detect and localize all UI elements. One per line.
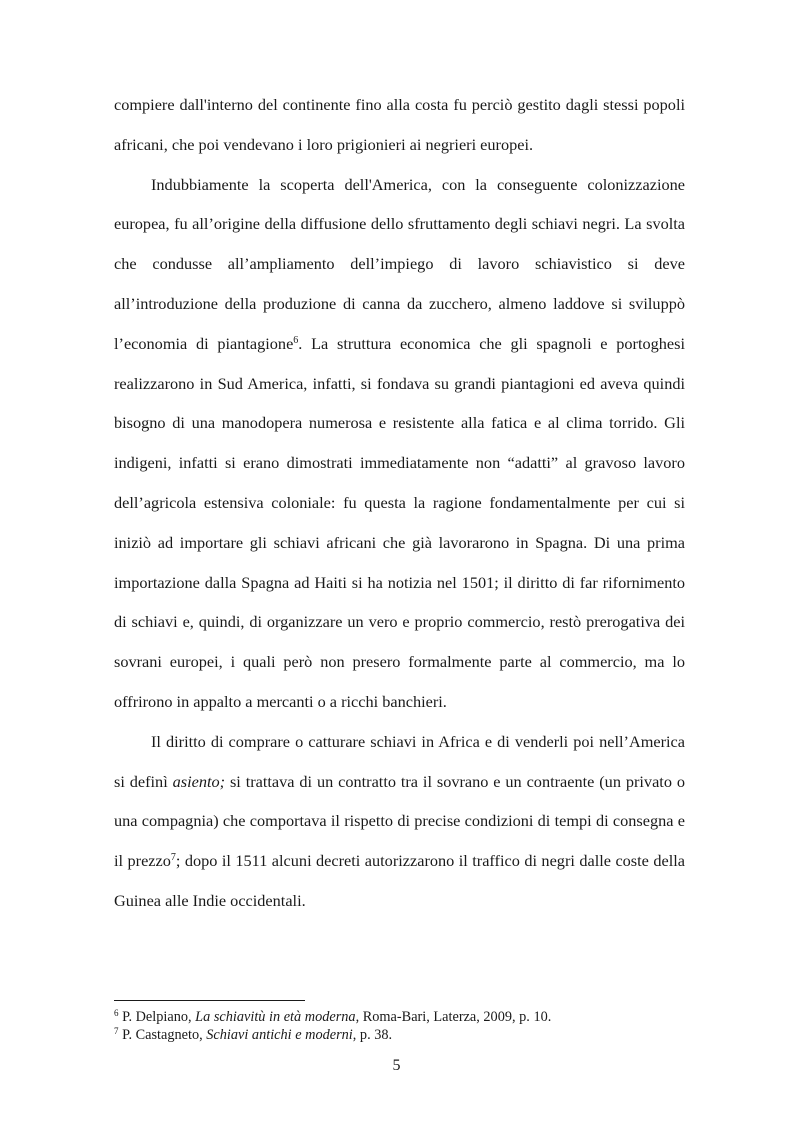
text-segment: Il diritto di comprare o catturare schiavi in Africa e di venderli poi nell’America si definì [114, 731, 685, 791]
footnotes [114, 1008, 685, 1044]
paragraph [114, 722, 685, 921]
footnote-title: Schiavi antichi e moderni [206, 1027, 353, 1043]
footnote-number: 6 [114, 1008, 119, 1018]
footnote-title: La schiavitù in età moderna [195, 1009, 356, 1025]
text-segment: compiere dall'interno del continente fino alla costa fu perciò gestito dagli stessi popoli africani, che poi vendevano i loro prigionieri ai negrieri europei. [114, 95, 685, 154]
text-segment: Indubbiamente la scoperta dell'America, con la conseguente colonizzazione europea, fu all’origine della diffusione dello sfruttamento degli schiavi negri. La svolta che condusse all’ampliamento dell’impiego di lavoro schiavistico si deve all’introduzione della produzione di canna da zucchero, almeno laddove si sviluppò l’economia di piantagione [114, 174, 685, 353]
text-segment: . La struttura economica che gli spagnoli e portoghesi realizzarono in Sud America, infatti, si fondava su grandi piantagioni ed aveva quindi bisogno di una manodopera numerosa e resistente alla fatica e al clima torrido. Gli indigeni, infatti si erano dimostrati immediatamente non “adatti” al gravoso lavoro dell’agricola estensiva coloniale: fu questa la ragione fondamentalmente per cui si iniziò ad importare gli schiavi africani che già lavorarono in Spagna. Di una prima importazione dalla Spagna ad Haiti si ha notizia nel 1501; il diritto di far rifornimento di schiavi e, quindi, di organizzare un vero e proprio commercio, restò prerogativa dei sovrani europei, i quali però non presero formalmente parte al commercio, ma lo offrirono in appalto a mercanti o a ricchi banchieri. [114, 333, 685, 711]
footnote-text: P. Delpiano, [118, 1009, 196, 1025]
footnote [114, 1008, 685, 1026]
footnote-text: , p. 38. [352, 1027, 393, 1043]
footnote [114, 1026, 685, 1044]
footnote-text: , Roma-Bari, Laterza, 2009, p. 10. [355, 1009, 552, 1025]
body-text [114, 85, 685, 921]
italic-term: asiento; [172, 771, 226, 791]
page-number: 5 [392, 1057, 401, 1074]
footnote-text: P. Castagneto, [118, 1027, 207, 1043]
footnote-divider [114, 1000, 305, 1001]
text-segment: si trattava di un contratto tra il sovrano e un contraente (un privato o una compagnia) che comportava il rispetto di precise condizioni di tempi di consegna e il prezzo [114, 771, 685, 871]
footnote-reference[interactable]: 6 [293, 334, 299, 346]
paragraph [114, 85, 685, 165]
paragraph [114, 165, 685, 722]
footnote-number: 7 [114, 1026, 119, 1036]
footnote-reference[interactable]: 7 [170, 852, 176, 864]
text-segment: ; dopo il 1511 alcuni decreti autorizzarono il traffico di negri dalle coste della Guinea alle Indie occidentali. [114, 851, 685, 910]
